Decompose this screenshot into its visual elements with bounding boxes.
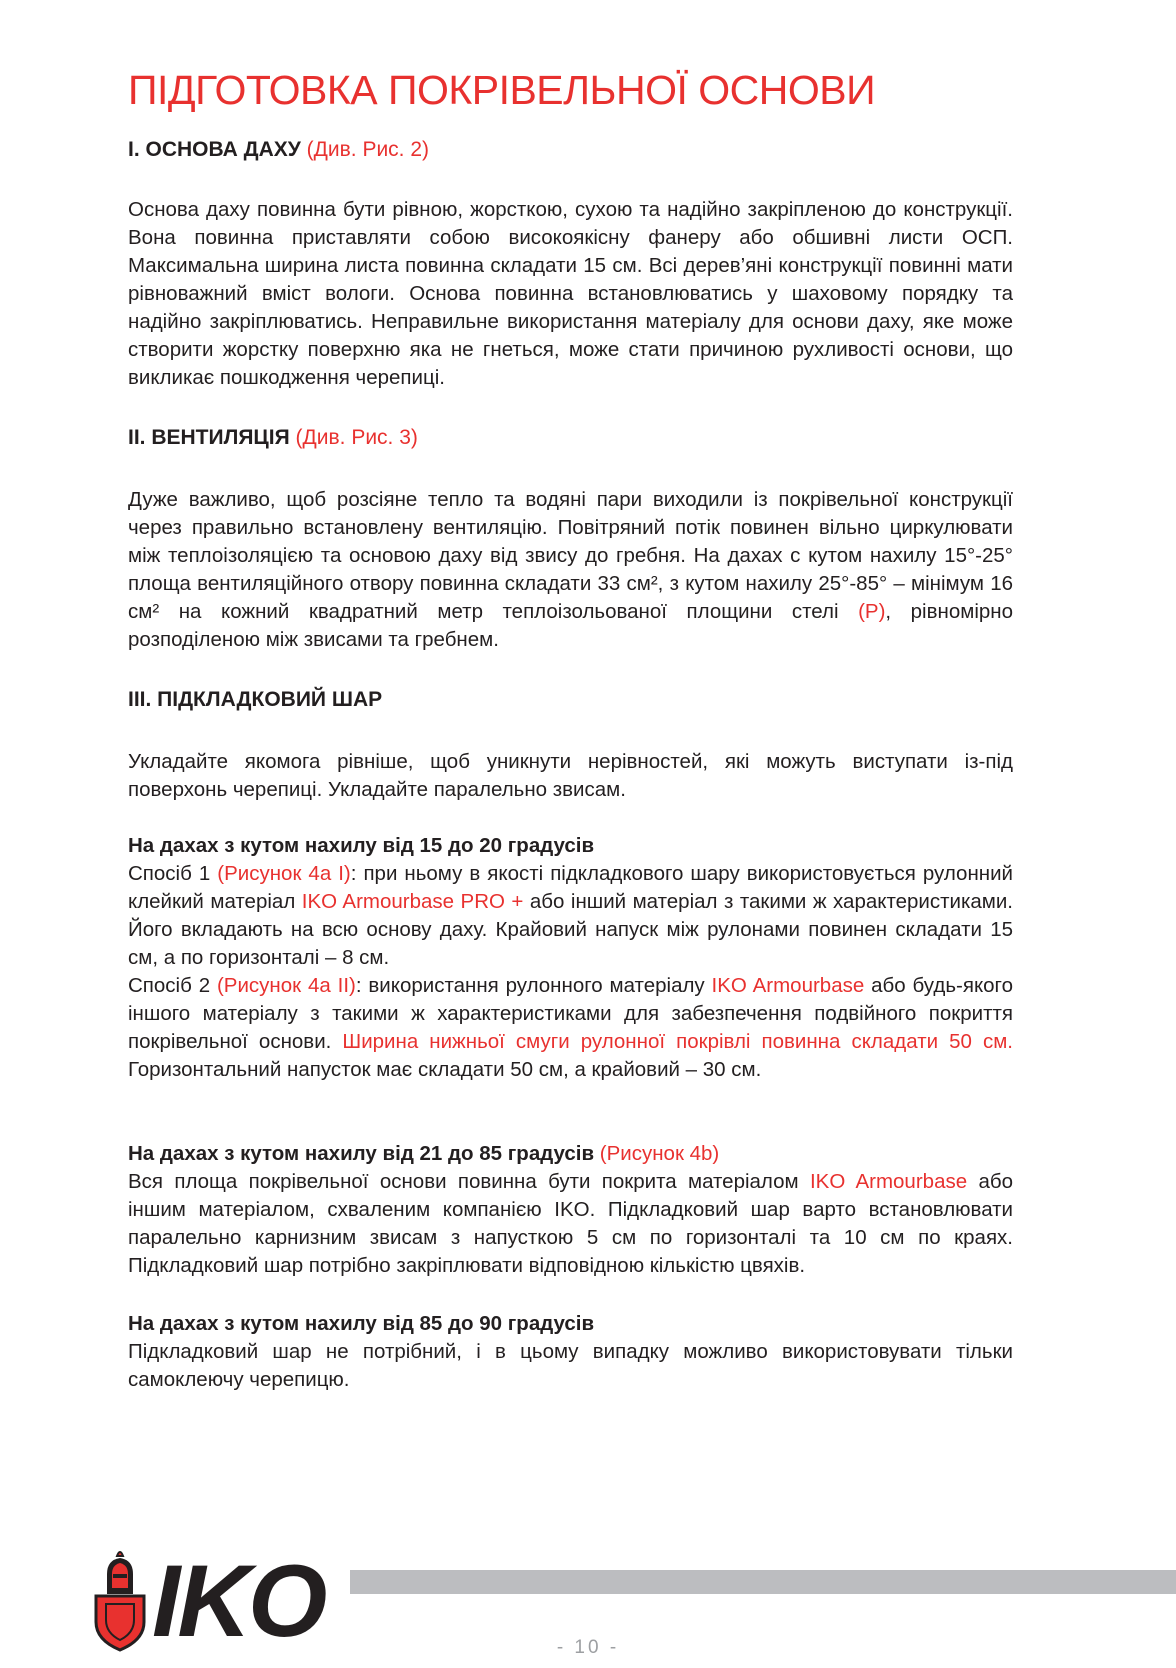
highlighted-requirement: Ширина нижньої смуги рулонної покрівлі повинна складати 50 см. [342, 1030, 1013, 1053]
figure-reference: (Рисунок 4а II) [216, 974, 356, 997]
paragraph-text: : при ньому в якості підкладкового шару використовується рулонний клейкий матеріал [128, 862, 1013, 913]
subsection-15-20-degrees [128, 832, 1013, 1084]
logo-wordmark: IKO [152, 1548, 325, 1652]
paragraph-text: Дуже важливо, щоб розсіяне тепло та водяні пари виходили із покрівельної конструкції через правильно встановлену вентиляцію. Повітряний потік повинен вільно циркулювати між теплоізоляцією та основою даху від звису до гребня. На дахах с кутом нахилу 15°-25° площа вентиляційного отвору повинна складати 33 см², з кутом нахилу 25°-85° – мінімум 16 см² на кожний квадратний метр теплоізольованої площини стелі [128, 488, 1013, 623]
paragraph-roof-base: Основа даху повинна бути рівною, жорсткою, сухою та надійно закріпленою до конструкції. Вона повинна приставляти собою високоякісну фанеру або обшивні листи ОСП. Максимальна ширина листа повинна складати 15 см. Всі дерев’яні конструкції повинні мати рівноважний вміст вологи. Основа повинна встановлюватись у шаховому порядку та надійно закріплюватись. Неправильне використання матеріалу для основи даху, яке може створити жорстку поверхню яка не гнеться, може стати причиною рухливості основи, що викликає пошкодження черепиці. [128, 198, 1013, 389]
product-name: IKO Armourbase [711, 974, 865, 997]
paragraph-ventilation [128, 486, 1013, 654]
subsection-heading: На дахах з кутом нахилу від 15 до 20 градусів [128, 834, 595, 857]
knight-helmet-icon [96, 1552, 144, 1650]
figure-reference: (Див. Рис. 3) [295, 426, 418, 449]
paragraph-text: Підкладковий шар не потрібний, і в цьому випадку можливо використовувати тільки самоклеючу черепицю. [128, 1340, 1013, 1391]
figure-reference: (Рисунок 4b) [599, 1142, 720, 1165]
section-heading-underlayment: III. ПІДКЛАДКОВИЙ ШАР [128, 688, 383, 711]
subsection-85-90-degrees [128, 1310, 1013, 1394]
paragraph-text: Спосіб 2 [128, 974, 217, 997]
figure-reference: (Р) [858, 600, 886, 623]
product-name: IKO Armourbase PRO + [301, 890, 524, 913]
subsection-heading: На дахах з кутом нахилу від 85 до 90 градусів [128, 1312, 595, 1335]
paragraph-text: або інший матеріал з такими ж характеристиками. Його вкладають на всю основу даху. Крайовий напуск між рулонами повинен складати 15 см, а по горизонталі – 8 см. [128, 890, 1014, 969]
section-heading-text: II. ВЕНТИЛЯЦІЯ [128, 426, 290, 449]
section-heading-roof-base [128, 136, 429, 164]
paragraph-text: або будь-якого іншого матеріалу з такими ж характеристиками для забезпечення подвійного покриття покрівельної основи. [128, 974, 1013, 1053]
paragraph-text: Вся площа покрівельної основи повинна бути покрита матеріалом [128, 1170, 810, 1193]
paragraph-text: Горизонтальний напусток має складати 50 см, а крайовий – 30 см. [128, 1058, 762, 1081]
subsection-heading [128, 1140, 1013, 1168]
figure-reference: (Рисунок 4а I) [217, 862, 351, 885]
paragraph-text: , рівномірно розподіленою між звисами та гребнем. [128, 600, 1013, 651]
subsection-21-85-degrees [128, 1140, 1013, 1280]
section-heading-ventilation [128, 424, 418, 452]
figure-reference: (Див. Рис. 2) [306, 138, 430, 161]
page-title: ПІДГОТОВКА ПОКРІВЕЛЬНОЇ ОСНОВИ [128, 67, 876, 113]
paragraph-text: або іншим матеріалом, схваленим компанією IKO. Підкладковий шар варто встановлювати паралельно карнизним звисам з напусткою 5 см по горизонталі та 10 см по краях. Підкладковий шар потрібно закріплювати відповідною кількістю цвяхів. [128, 1170, 1013, 1277]
section-heading-text: I. ОСНОВА ДАХУ [128, 138, 301, 161]
subsection-heading-text: На дахах з кутом нахилу від 21 до 85 градусів [128, 1142, 595, 1165]
footer-bar [350, 1570, 1176, 1594]
product-name: IKO Armourbase [809, 1170, 968, 1193]
paragraph-underlayment-intro: Укладайте якомога рівніше, щоб уникнути нерівностей, які можуть виступати із-під поверхонь черепиці. Укладайте паралельно звисам. [128, 750, 1013, 801]
paragraph-text: : використання рулонного матеріалу [355, 974, 712, 997]
paragraph-text: Спосіб 1 [128, 862, 218, 885]
page-number: - 10 - [556, 1637, 620, 1658]
